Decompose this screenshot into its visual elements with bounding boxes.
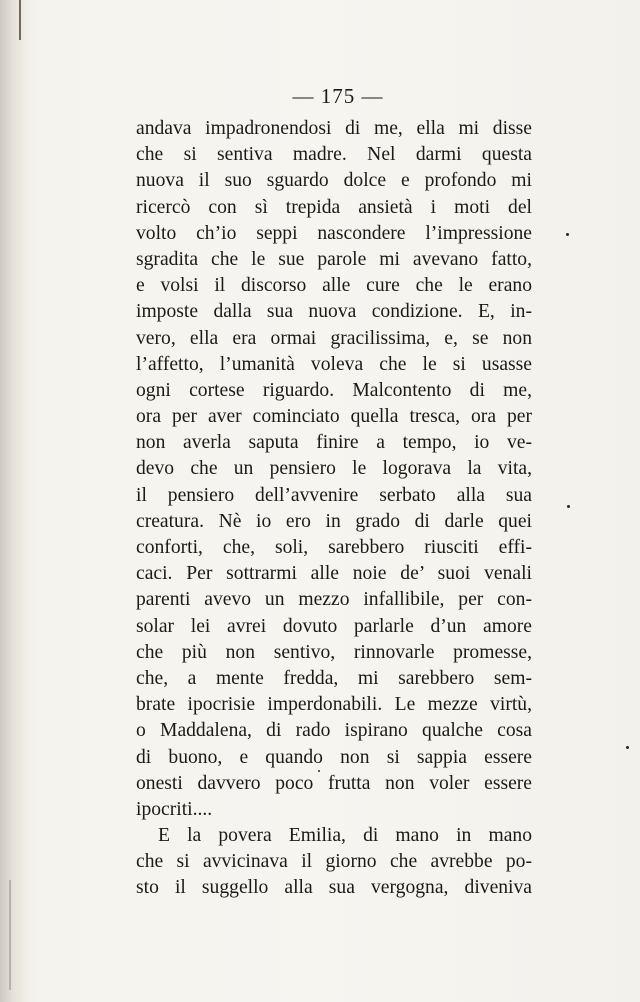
text-line: non averla saputa finire a tempo, io ve- [136,432,532,454]
text-line-paragraph-start: E la povera Emilia, di mano in mano [158,825,532,847]
page-number: — 175 — [292,84,384,108]
text-line: ora per aver cominciato quella tresca, ora per [136,406,532,428]
text-line: creatura. Nè io ero in grado di darle quei [136,510,532,532]
text-line: che si sentiva madre. Nel darmi questa [136,144,532,166]
ink-speck [626,746,629,749]
text-line: che più non sentivo, rinnovarle promesse, [136,641,532,663]
text-line: l’affetto, l’umanità voleva che le si usasse [136,353,532,375]
ink-speck [318,770,320,772]
ink-speck [566,233,569,236]
text-line: nuova il suo sguardo dolce e profondo mi [136,170,532,192]
text-line: il pensiero dell’avvenire serbato alla sua [136,484,532,506]
body-text [136,116,532,902]
spine-shadow [0,0,26,1002]
text-line: imposte dalla sua nuova condizione. E, in- [136,301,532,323]
text-line: onesti davvero poco frutta non voler essere [136,772,532,794]
text-line: andava impadronendosi di me, ella mi disse [136,118,532,139]
text-line: o Maddalena, di rado ispirano qualche cosa [136,720,532,742]
text-line: ricercò con sì trepida ansietà i moti del [136,196,532,218]
text-line: vero, ella era ormai gracilissima, e, se non [136,327,532,349]
spine-edge-mark [19,0,21,40]
text-line: volto ch’io seppi nascondere l’impressione [136,222,532,244]
text-line: brate ipocrisie imperdonabili. Le mezze virtù, [136,694,532,716]
text-line: che, a mente fredda, mi sarebbero sem- [136,667,532,689]
spine-edge-mark-bottom [9,880,11,990]
text-line: caci. Per sottrarmi alle noie de’ suoi venali [136,563,532,585]
text-line: devo che un pensiero le logorava la vita, [136,458,532,480]
text-line-paragraph-end: ipocriti.... [136,798,213,820]
text-line: che si avvicinava il giorno che avrebbe po- [136,851,532,873]
text-line: solar lei avrei dovuto parlarle d’un amore [136,615,532,637]
text-line: e volsi il discorso alle cure che le erano [136,275,532,297]
text-line: ogni cortese riguardo. Malcontento di me, [136,379,532,401]
text-line: conforti, che, soli, sarebbero riusciti effi- [136,537,532,558]
ink-speck [567,505,570,508]
text-line: parenti avevo un mezzo infallibile, per con- [136,589,532,611]
text-line: sto il suggello alla sua vergogna, diveniva [136,877,532,899]
text-line: di buono, e quando non si sappia essere [136,746,532,768]
text-line: sgradita che le sue parole mi avevano fatto, [136,248,532,270]
